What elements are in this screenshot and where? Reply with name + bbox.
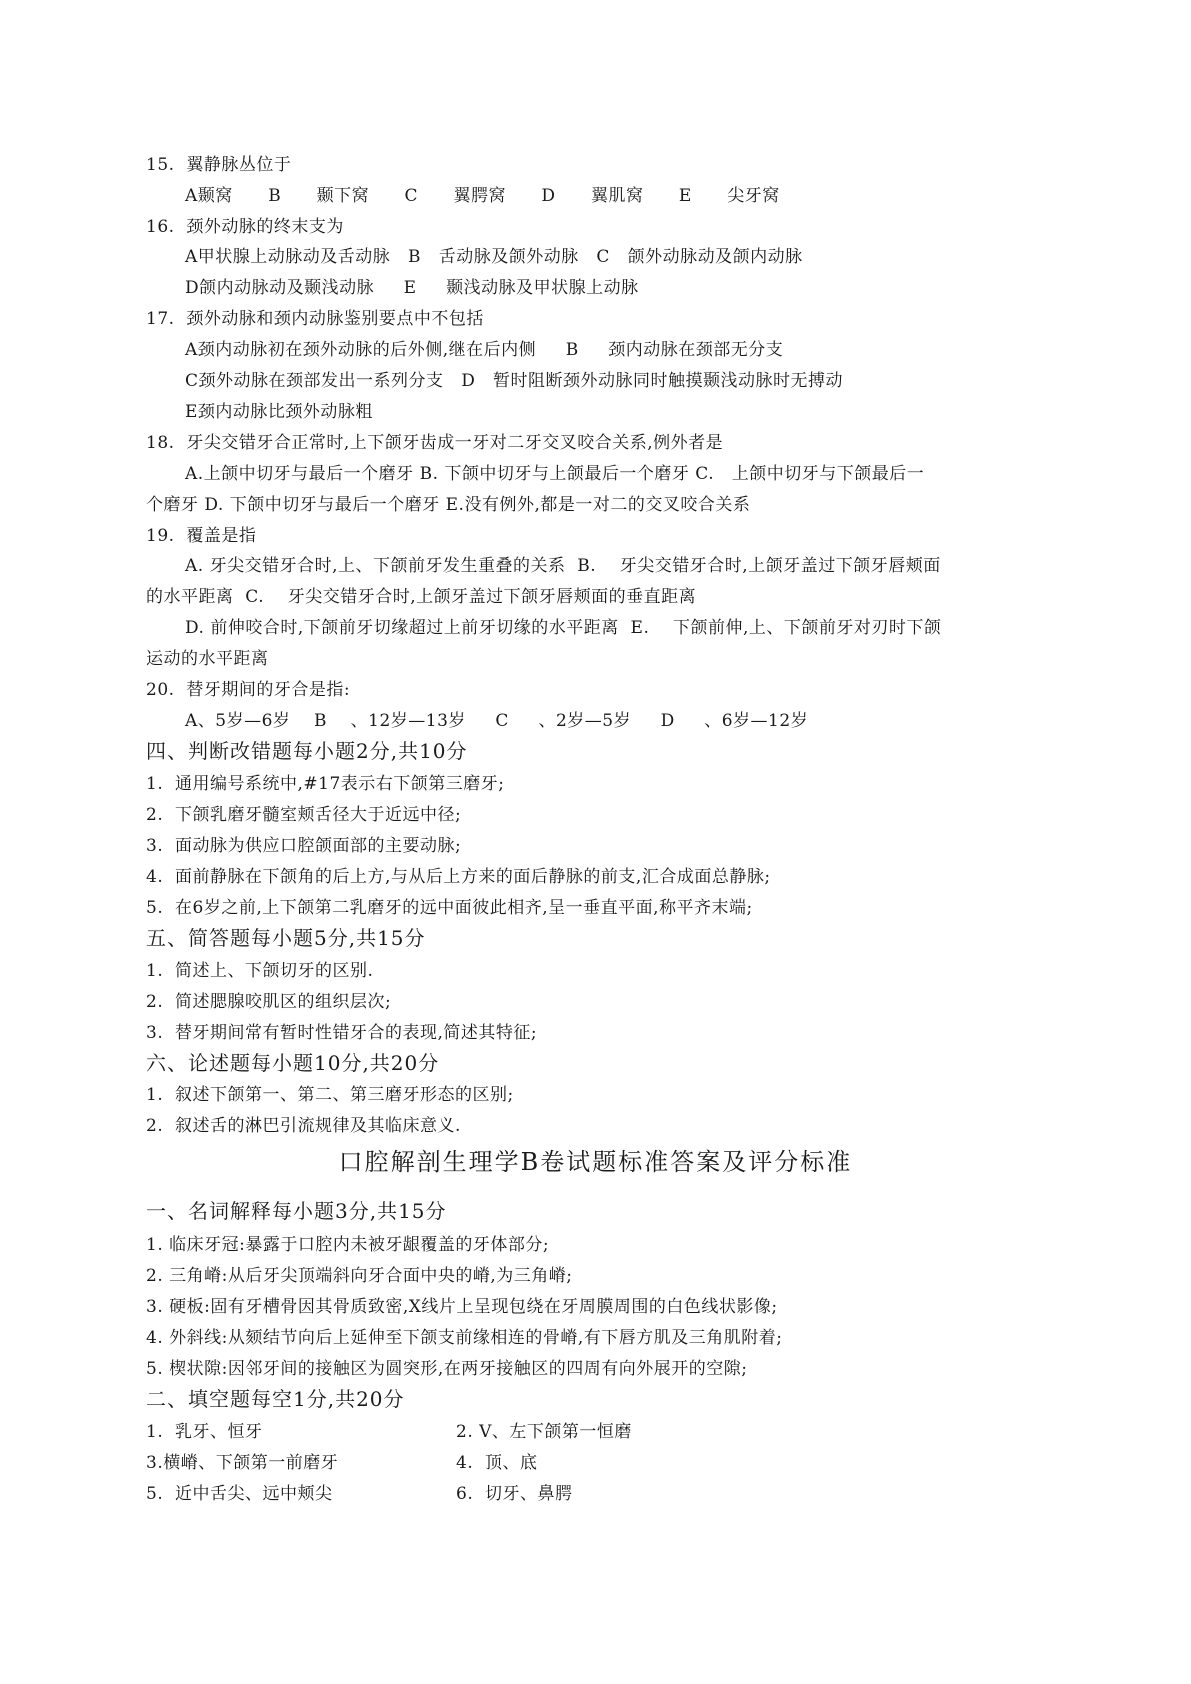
question-19-stem: 19. 覆盖是指 <box>146 526 257 546</box>
answer-item: 4. 外斜线:从颏结节向后上延伸至下颌支前缘相连的骨嵴,有下唇方肌及三角肌附着; <box>146 1328 783 1348</box>
question-17-options-line3: E颈内动脉比颈外动脉粗 <box>185 402 373 422</box>
answer-key-title: 口腔解剖生理学B卷试题标准答案及评分标准 <box>338 1148 853 1176</box>
question-19-options-line1: A. 牙尖交错牙合时,上、下颌前牙发生重叠的关系 B. 牙尖交错牙合时,上颌牙盖过下颌牙唇颊面 <box>185 556 941 576</box>
question-18-stem: 18. 牙尖交错牙合正常时,上下颌牙齿成一牙对二牙交叉咬合关系,例外者是 <box>146 433 724 453</box>
answer-item: 3. 硬板:固有牙槽骨因其骨质致密,X线片上呈现包绕在牙周膜周围的白色线状影像; <box>146 1297 778 1317</box>
question-19-options-line2: 的水平距离 C. 牙尖交错牙合时,上颌牙盖过下颌牙唇颊面的垂直距离 <box>146 587 697 607</box>
fill-answer-right: 4. 顶、底 <box>456 1453 538 1473</box>
section-5-item: 1. 简述上、下颌切牙的区别. <box>146 961 374 981</box>
section-4-item: 5. 在6岁之前,上下颌第二乳磨牙的远中面彼此相齐,呈一垂直平面,称平齐末端; <box>146 898 753 918</box>
question-20-options: A、5岁—6岁 B 、12岁—13岁 C 、2岁—5岁 D 、6岁—12岁 <box>185 711 809 731</box>
section-4-item: 1. 通用编号系统中,#17表示右下颌第三磨牙; <box>146 774 505 794</box>
section-5-item: 2. 简述腮腺咬肌区的组织层次; <box>146 992 392 1012</box>
answer-item: 2. 三角嵴:从后牙尖顶端斜向牙合面中央的嵴,为三角嵴; <box>146 1266 573 1286</box>
section-4-heading: 四、判断改错题每小题2分,共10分 <box>146 739 468 763</box>
question-18-options-line1: A.上颌中切牙与最后一个磨牙 B. 下颌中切牙与上颌最后一个磨牙 C. 上颌中切牙与下颌最后一 <box>185 464 925 484</box>
question-16-stem: 16. 颈外动脉的终末支为 <box>146 217 344 237</box>
question-17-stem: 17. 颈外动脉和颈内动脉鉴别要点中不包括 <box>146 309 484 329</box>
question-16-options-line1: A甲状腺上动脉动及舌动脉 B 舌动脉及颌外动脉 C 颌外动脉动及颌内动脉 <box>185 247 803 267</box>
answer-item: 1. 临床牙冠:暴露于口腔内未被牙龈覆盖的牙体部分; <box>146 1235 550 1255</box>
section-4-item: 3. 面动脉为供应口腔颌面部的主要动脉; <box>146 836 462 856</box>
section-4-item: 2. 下颌乳磨牙髓室颊舌径大于近远中径; <box>146 805 462 825</box>
section-6-heading: 六、论述题每小题10分,共20分 <box>146 1051 440 1075</box>
question-17-options-line2: C颈外动脉在颈部发出一系列分支 D 暂时阻断颈外动脉同时触摸颞浅动脉时无搏动 <box>185 371 844 391</box>
fill-answer-left: 3.横嵴、下颌第一前磨牙 <box>146 1453 339 1473</box>
question-19-options-line4: 运动的水平距离 <box>146 649 269 669</box>
answer-item: 5. 楔状隙:因邻牙间的接触区为圆突形,在两牙接触区的四周有向外展开的空隙; <box>146 1359 748 1379</box>
question-19-options-line3: D. 前伸咬合时,下颌前牙切缘超过上前牙切缘的水平距离 E. 下颌前伸,上、下颌前牙对刃时下颌 <box>185 618 942 638</box>
question-15-options: A颞窝 B 颞下窝 C 翼腭窝 D 翼肌窝 E 尖牙窝 <box>185 186 780 206</box>
question-20-stem: 20. 替牙期间的牙合是指: <box>146 680 351 700</box>
section-4-item: 4. 面前静脉在下颌角的后上方,与从后上方来的面后静脉的前支,汇合成面总静脉; <box>146 867 771 887</box>
fill-answer-left: 5. 近中舌尖、远中颊尖 <box>146 1484 333 1504</box>
question-16-options-line2: D颌内动脉动及颞浅动脉 E 颞浅动脉及甲状腺上动脉 <box>185 278 639 298</box>
question-18-options-line2: 个磨牙 D. 下颌中切牙与最后一个磨牙 E.没有例外,都是一对二的交叉咬合关系 <box>146 495 751 515</box>
section-5-item: 3. 替牙期间常有暂时性错牙合的表现,简述其特征; <box>146 1023 538 1043</box>
section-6-item: 2. 叙述舌的淋巴引流规律及其临床意义. <box>146 1116 461 1136</box>
answer-section-1-heading: 一、名词解释每小题3分,共15分 <box>146 1199 447 1223</box>
fill-answer-left: 1. 乳牙、恒牙 <box>146 1422 263 1442</box>
fill-answer-right: 2. V、左下颌第一恒磨 <box>456 1422 632 1442</box>
section-5-heading: 五、简答题每小题5分,共15分 <box>146 926 426 950</box>
answer-section-2-heading: 二、填空题每空1分,共20分 <box>146 1387 405 1411</box>
question-17-options-line1: A颈内动脉初在颈外动脉的后外侧,继在后内侧 B 颈内动脉在颈部无分支 <box>185 340 784 360</box>
section-6-item: 1. 叙述下颌第一、第二、第三磨牙形态的区别; <box>146 1085 514 1105</box>
question-15-stem: 15. 翼静脉丛位于 <box>146 155 292 175</box>
fill-answer-right: 6. 切牙、鼻腭 <box>456 1484 573 1504</box>
